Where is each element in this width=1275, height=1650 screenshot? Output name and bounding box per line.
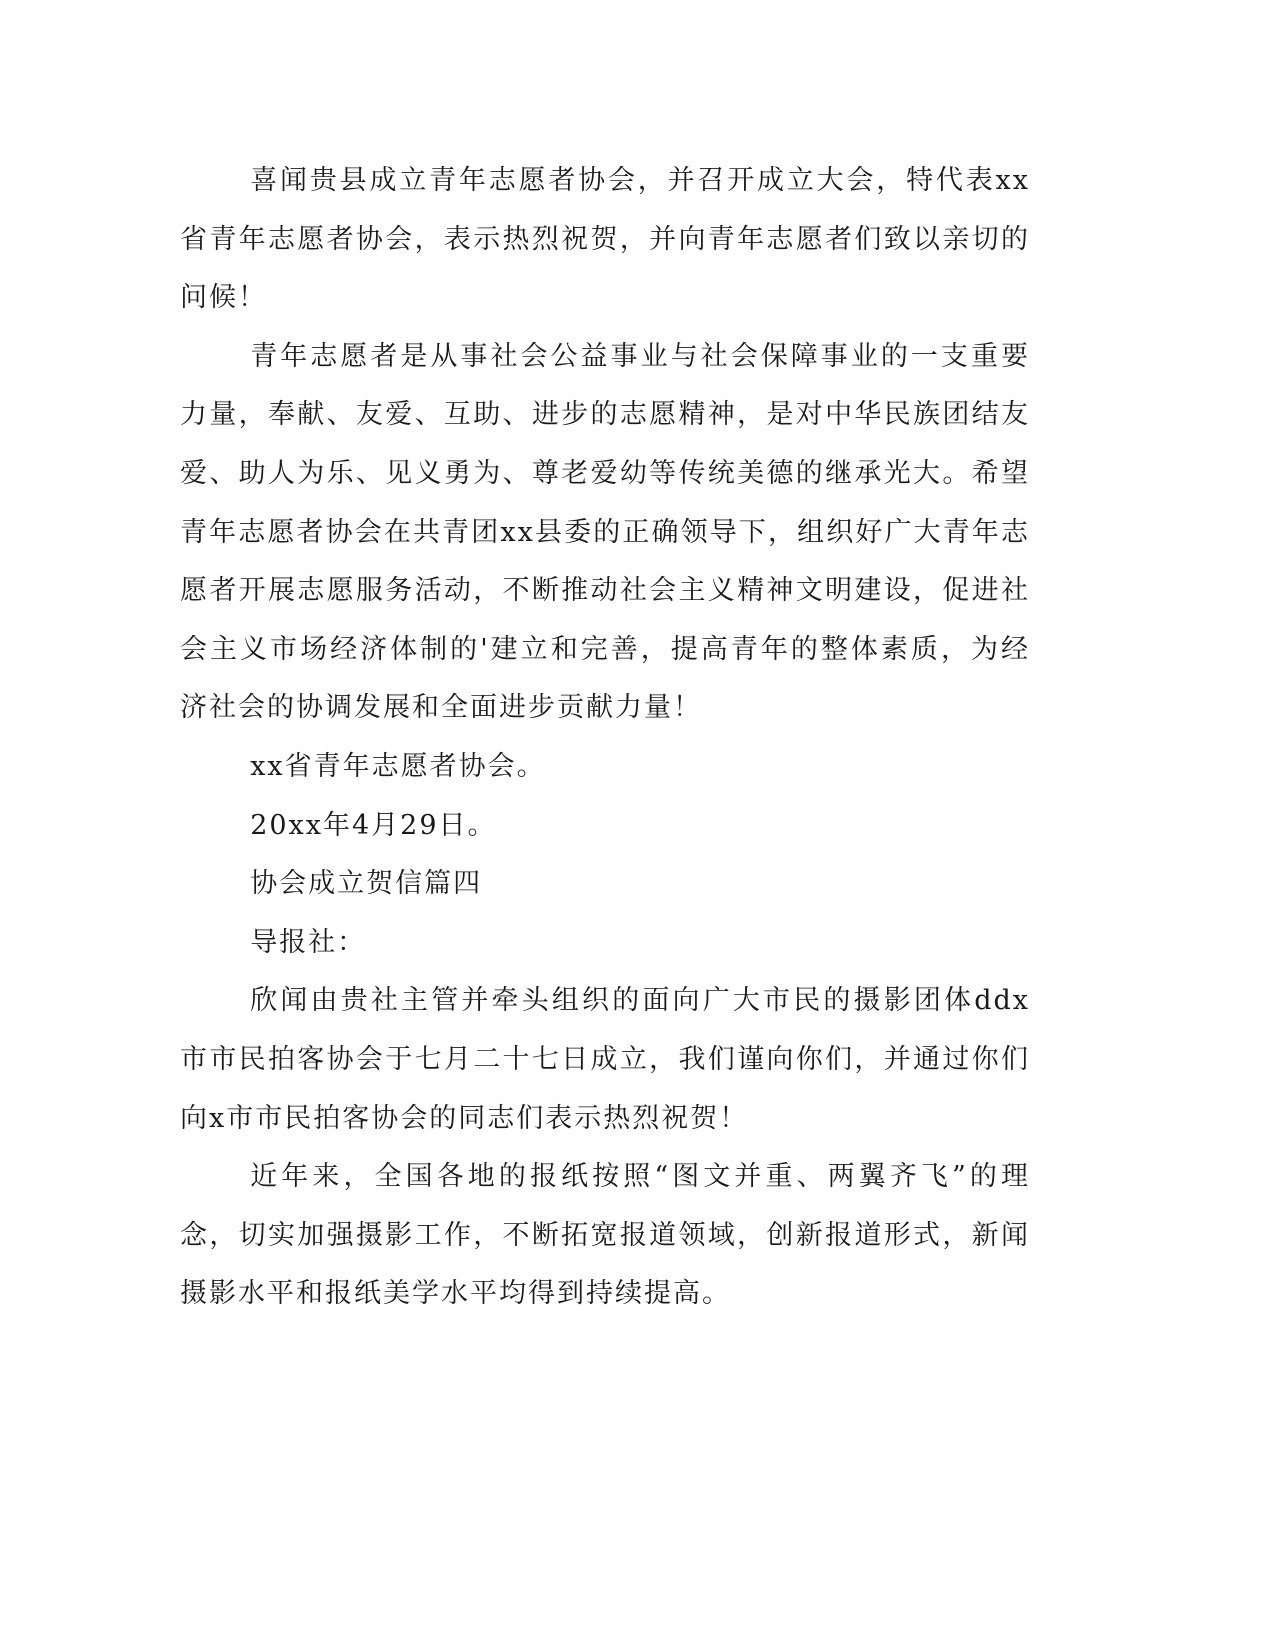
paragraph-newspaper-photography: 近年来，全国各地的报纸按照“图文并重、两翼齐飞”的理念，切实加强摄影工作，不断拓宽报道领域，创新报道形式，新闻摄影水平和报纸美学水平均得到持续提高。 — [180, 1161, 1030, 1310]
section-heading: 协会成立贺信篇四 — [250, 868, 483, 900]
signature-date: 20xx年4月29日。 — [250, 809, 497, 841]
paragraph-congratulation-intro: 喜闻贵县成立青年志愿者协会，并召开成立大会，特代表xx省青年志愿者协会，表示热烈祝贺，并向青年志愿者们致以亲切的问候！ — [180, 165, 1030, 314]
paragraph-volunteer-spirit: 青年志愿者是从事社会公益事业与社会保障事业的一支重要力量，奉献、友爱、互助、进步的志愿精神，是对中华民族团结友爱、助人为乐、见义勇为、尊老爱幼等传统美德的继承光大。希望青年志愿者协会在共青团xx县委的正确领导下，组织好广大青年志愿者开展志愿服务活动，不断推动社会主义精神文明建设，促进社会主义市场经济体制的'建立和完善，提高青年的整体素质，为经济社会的协调发展和全面进步贡献力量！ — [180, 340, 1030, 724]
signature-organization: xx省青年志愿者协会。 — [250, 750, 546, 782]
salutation: 导报社： — [250, 926, 367, 958]
document-body — [180, 152, 1030, 1324]
paragraph-photo-association: 欣闻由贵社主管并牵头组织的面向广大市民的摄影团体ddx市市民拍客协会于七月二十七日成立，我们谨向你们，并通过你们向x市市民拍客协会的同志们表示热烈祝贺！ — [180, 985, 1030, 1134]
